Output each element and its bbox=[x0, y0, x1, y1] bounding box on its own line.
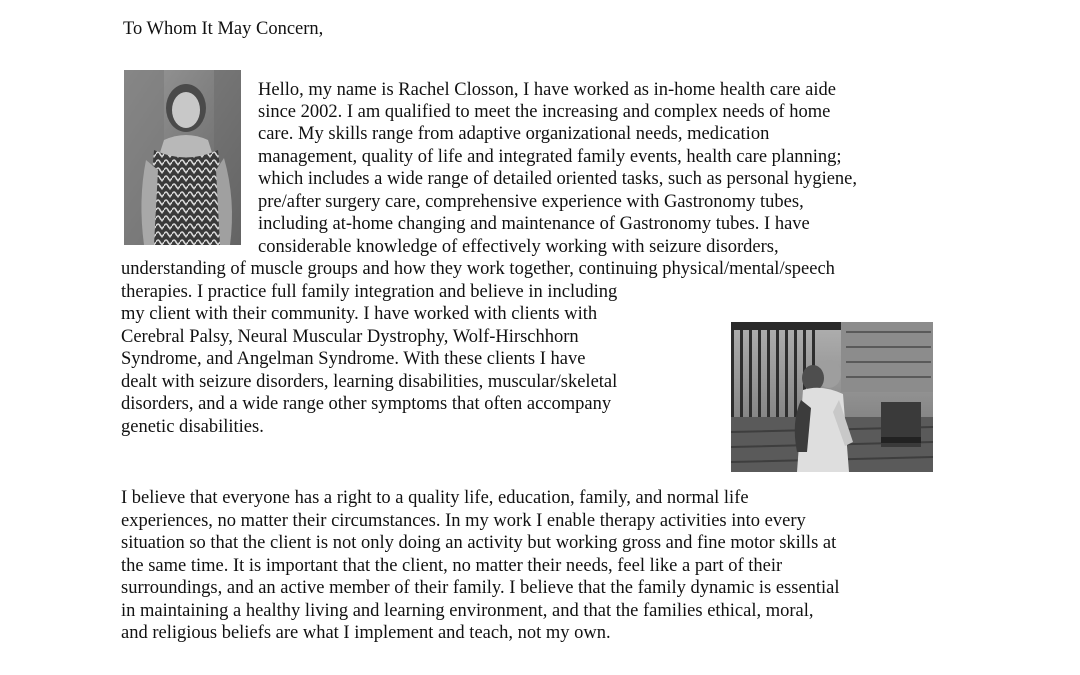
activity-photo bbox=[731, 322, 933, 472]
paragraph-2-line: I believe that everyone has a right to a quality life, education, family, and normal life bbox=[121, 488, 749, 508]
portrait-photo bbox=[124, 70, 241, 245]
paragraph-1-line: genetic disabilities. bbox=[121, 417, 264, 437]
paragraph-1-line: care. My skills range from adaptive organizational needs, medication bbox=[258, 124, 770, 144]
paragraph-2-line: in maintaining a healthy living and learning environment, and that the families ethical, moral, bbox=[121, 601, 814, 621]
paragraph-1-line: Syndrome, and Angelman Syndrome. With these clients I have bbox=[121, 349, 586, 369]
paragraph-2-line: and religious beliefs are what I implement and teach, not my own. bbox=[121, 623, 611, 643]
paragraph-2-line: experiences, no matter their circumstances. In my work I enable therapy activities into every bbox=[121, 511, 806, 531]
paragraph-1-line: my client with their community. I have worked with clients with bbox=[121, 304, 598, 324]
paragraph-2-line: the same time. It is important that the client, no matter their needs, feel like a part of their bbox=[121, 556, 783, 576]
paragraph-2-line: situation so that the client is not only doing an activity but working gross and fine motor skills at bbox=[121, 533, 837, 553]
paragraph-1-line: understanding of muscle groups and how they work together, continuing physical/mental/speech bbox=[121, 259, 835, 279]
paragraph-1-line: considerable knowledge of effectively working with seizure disorders, bbox=[258, 237, 779, 257]
paragraph-1-line: pre/after surgery care, comprehensive experience with Gastronomy tubes, bbox=[258, 192, 804, 212]
paragraph-1-line: management, quality of life and integrated family events, health care planning; bbox=[258, 147, 842, 167]
paragraph-1-line: since 2002. I am qualified to meet the increasing and complex needs of home bbox=[258, 102, 831, 122]
paragraph-2-line: surroundings, and an active member of their family. I believe that the family dynamic is essential bbox=[121, 578, 840, 598]
paragraph-1-line: which includes a wide range of detailed oriented tasks, such as personal hygiene, bbox=[258, 169, 858, 189]
paragraph-1-line: disorders, and a wide range other symptoms that often accompany bbox=[121, 394, 612, 414]
paragraph-1-line: dealt with seizure disorders, learning disabilities, muscular/skeletal bbox=[121, 372, 618, 392]
paragraph-1-line: including at-home changing and maintenance of Gastronomy tubes. I have bbox=[258, 214, 810, 234]
paragraph-1-line: Cerebral Palsy, Neural Muscular Dystrophy, Wolf-Hirschhorn bbox=[121, 327, 579, 347]
paragraph-1-line: therapies. I practice full family integration and believe in including bbox=[121, 282, 618, 302]
paragraph-1-line: Hello, my name is Rachel Closson, I have worked as in-home health care aide bbox=[258, 80, 836, 100]
salutation: To Whom It May Concern, bbox=[123, 19, 324, 39]
